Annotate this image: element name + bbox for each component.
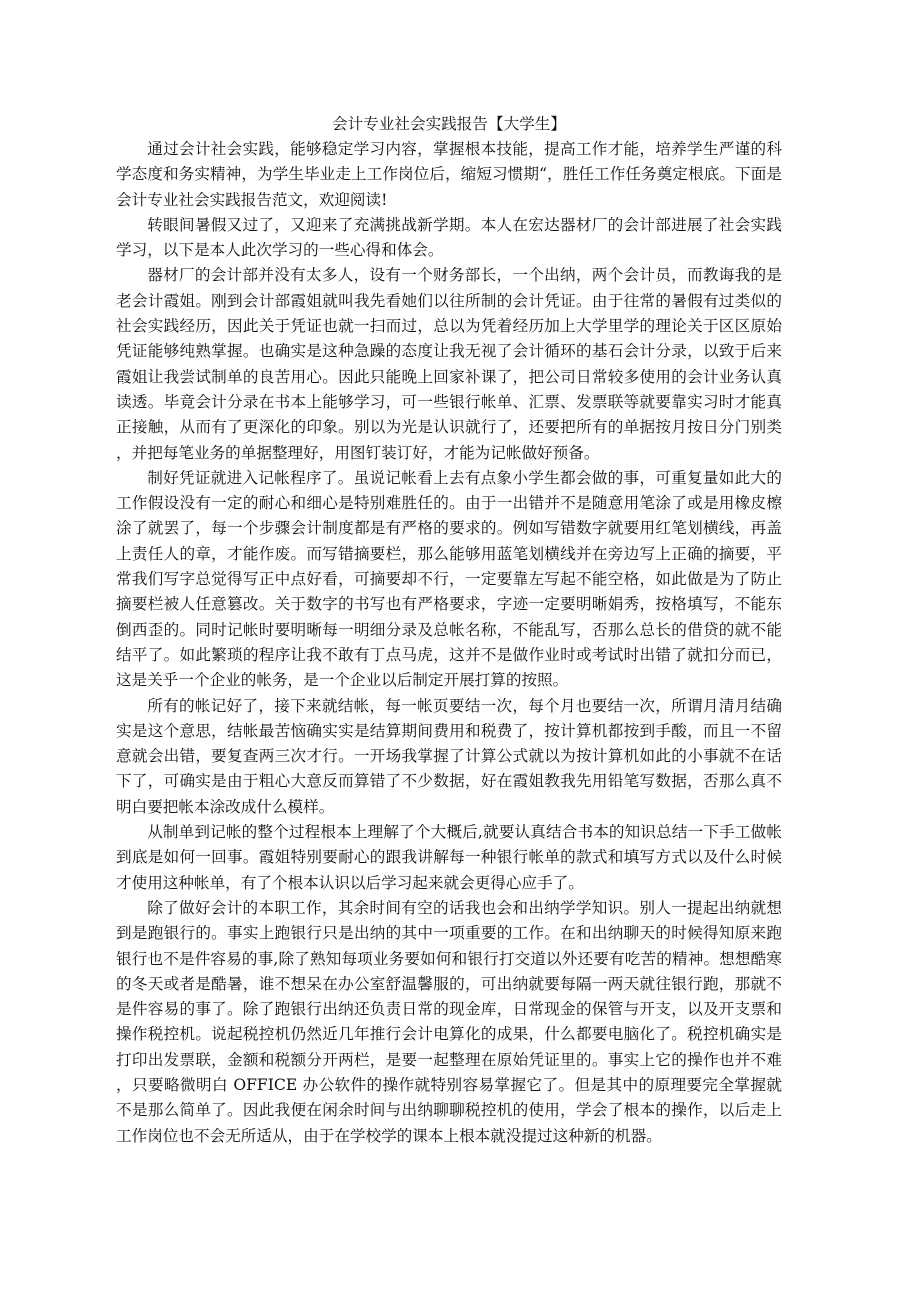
document-page	[116, 112, 782, 1149]
paragraph-4: 制好凭证就进入记帐程序了。虽说记帐看上去有点象小学生都会做的事，可重复量如此大的工作假设没有一定的耐心和细心是特别难胜任的。由于一出错并不是随意用笔涂了或是用橡皮檫涂了就罢了，每一个步骤会计制度都是有严格的要求的。例如写错数字就要用红笔划横线，再盖上责任人的章，才能作废。而写错摘要栏，那么能够用蓝笔划横线并在旁边写上正确的摘要，平常我们写字总觉得写正中点好看，可摘要却不行，一定要靠左写起不能空格，如此做是为了防止摘要栏被人任意篡改。关于数字的书写也有严格要求，字迹一定要明晰娟秀，按格填写，不能东倒西歪的。同时记帐时要明晰每一明细分录及总帐名称，不能乱写，否那么总长的借贷的就不能结平了。如此繁琐的程序让我不敢有丁点马虎，这并不是做作业时或考试时出错了就扣分而已，这是关乎一个企业的帐务，是一个企业以后制定开展打算的按照。	[116, 468, 782, 690]
paragraph-6: 从制单到记帐的整个过程根本上理解了个大概后,就要认真结合书本的知识总结一下手工做帐到底是如何一回事。霞姐特别要耐心的跟我讲解每一种银行帐单的款式和填写方式以及什么时候才使用这种帐单，有了个根本认识以后学习起来就会更得心应手了。	[116, 823, 782, 892]
paragraph-3: 器材厂的会计部并没有太多人，设有一个财务部长，一个出纳，两个会计员，而教诲我的是老会计霞姐。刚到会计部霞姐就叫我先看她们以往所制的会计凭证。由于往常的暑假有过类似的社会实践经历，因此关于凭证也就一扫而过，总以为凭着经历加上大学里学的理论关于区区原始凭证能够纯熟掌握。也确实是这种急躁的态度让我无视了会计循环的基石会计分录，以致于后来霞姐让我尝试制单的良苦用心。因此只能晚上回家补课了，把公司日常较多使用的会计业务认真读透。毕竟会计分录在书本上能够学习，可一些银行帐单、汇票、发票联等就要靠实习时才能真正接触，从而有了更深化的印象。别以为光是认识就行了，还要把所有的单据按月按日分门别类，并把每笔业务的单据整理好，用图钉装订好，才能为记帐做好预备。	[116, 266, 782, 462]
document-title: 会计专业社会实践报告【大学生】	[332, 115, 566, 133]
paragraph-intro: 通过会计社会实践，能够稳定学习内容，掌握根本技能，提高工作才能，培养学生严谨的科学态度和务实精神，为学生毕业走上工作岗位后，缩短习惯期“，胜任工作任务奠定根底。下面是会计专业社会实践报告范文，欢迎阅读!	[116, 140, 782, 209]
paragraph-5: 所有的帐记好了，接下来就结帐，每一帐页要结一次，每个月也要结一次，所谓月清月结确实是这个意思，结帐最苦恼确实实是结算期间费用和税费了，按计算机都按到手酸，而且一不留意就会出错，要复查两三次才行。一开场我掌握了计算公式就以为按计算机如此的小事就不在话下了，可确实是由于粗心大意反而算错了不少数据，好在霞姐教我先用铅笔写数据，否那么真不明白要把帐本涂改成什么模样。	[116, 696, 782, 816]
paragraph-7: 除了做好会计的本职工作，其余时间有空的话我也会和出纳学学知识。别人一提起出纳就想到是跑银行的。事实上跑银行只是出纳的其中一项重要的工作。在和出纳聊天的时候得知原来跑银行也不是件容易的事,除了熟知每项业务要如何和银行打交道以外还要有吃苦的精神。想想酷寒的冬天或者是酷暑，谁不想呆在办公室舒温馨服的，可出纳就要每隔一两天就往银行跑，那就不是件容易的事了。除了跑银行出纳还负责日常的现金库，日常现金的保管与开支，以及开支票和操作税控机。说起税控机仍然近几年推行会计电算化的成果，什么都要电脑化了。税控机确实是打印出发票联，金额和税额分开两栏，是要一起整理在原始凭证里的。事实上它的操作也并不难，只要略微明白 OFFICE 办公软件的操作就特别容易掌握它了。但是其中的原理要完全掌握就不是那么简单了。因此我便在闲余时间与出纳聊聊税控机的使用，学会了根本的操作，以后走上工作岗位也不会无所适从，由于在学校学的课本上根本就没提过这种新的机器。	[116, 898, 782, 1145]
paragraph-2: 转眼间暑假又过了，又迎来了充满挑战新学期。本人在宏达器材厂的会计部进展了社会实践学习，以下是本人此次学习的一些心得和体会。	[116, 215, 782, 260]
